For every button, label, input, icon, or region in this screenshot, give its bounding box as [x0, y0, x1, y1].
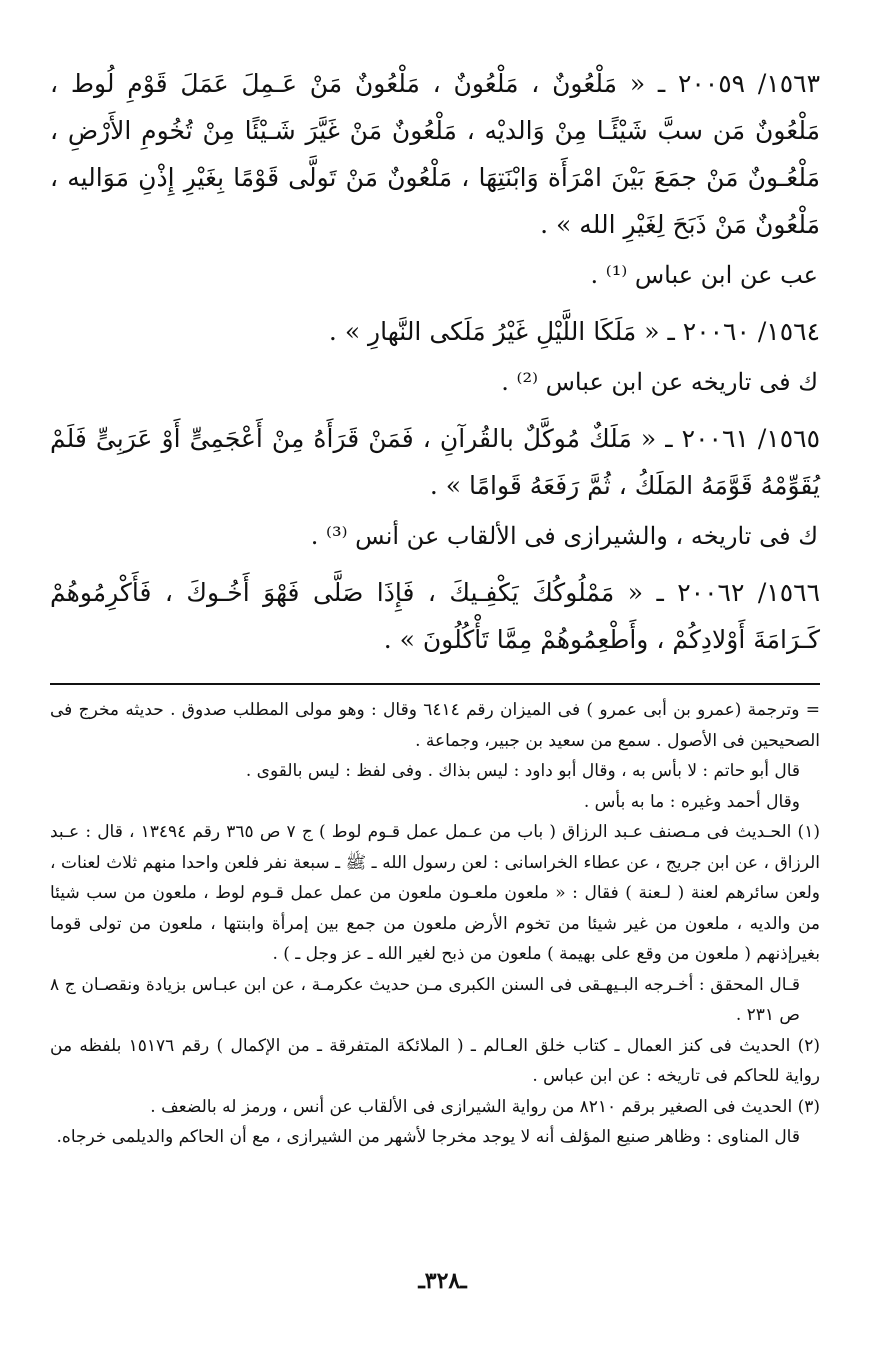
- hadith-source: عب عن ابن عباس ⁽¹⁾ .: [590, 261, 818, 289]
- hadith-1566: ١٥٦٦/ ٢٠٠٦٢ ـ « مَمْلُوكُكَ يَكْفِـيكَ ، فَإِذَا صَلَّى فَهْوَ أَخُـوكَ ، فَأَكْرِمُوهُمْ كَـرَامَةَ أَوْلادِكُمْ ، وأَطْعِمُوهُمْ مِمَّا تَأْكُلُونَ » .: [50, 578, 820, 654]
- footnote: وقال أحمد وغيره : ما به بأس .: [583, 791, 800, 812]
- footnotes: [50, 695, 820, 1153]
- footnote-1: (١) الحـديث فى مـصنف عـبد الرزاق ( باب من عـمل عمل قـوم لوط ) ج ٧ ص ٣٦٥ رقم ١٣٤٩٤ ، قال : عـبد الرزاق ، عن ابن جريج ، عن عطاء الخراسانى : لعن رسول الله ـ ﷺ ـ سبعة نفر فلعن واحدا منهم ثلاث لعنات ، ولعن سائرهم لعنة ( لـعنة ) فقال : « ملعون ملعـون ملعون من عمل عمل قـوم لوط ، ملعون من سب شيئا من والديه ، ملعون من غير شيئا من تخوم الأرض ملعون من جمع بين إمرأة وابنتها ، ملعون من تولى قوما بغيرإذنهم ( ملعون من وقع على بهيمة ) ملعون من ذبح لغير الله ـ عز وجل ـ ) .: [50, 822, 820, 964]
- hadith-1563: ١٥٦٣/ ٢٠٠٥٩ ـ « مَلْعُونٌ ، مَلْعُونٌ ، مَلْعُونٌ مَنْ عَـمِلَ عَمَلَ قَوْمِ لُوط ، مَلْعُونٌ مَن سبَّ شَيْئًـا مِنْ وَالديْه ، مَلْعُونٌ مَنْ غَيَّرَ شَـيْئًا مِنْ تُخُومِ الأَرْضِ ، مَلْعُـونٌ مَنْ جمَعَ بَيْنَ امْرَأَة وَابْنَتِهَا ، مَلْعُونٌ مَنْ تَولَّى قَوْمًا بِغَيْرِ إِذْنِ مَوَاليه ، مَلْعُونٌ مَنْ ذَبَحَ لِغَيْرِ الله » .: [50, 69, 820, 239]
- main-text: [50, 60, 820, 663]
- hadith-1565: ١٥٦٥/ ٢٠٠٦١ ـ « مَلَكٌ مُوكَّلٌ بالقُرآنِ ، فَمَنْ قَرَأَهُ مِنْ أَعْجَمِىٍّ أَوْ عَرَبِىٍّ فَلَمْ يُقَوِّمْهُ قَوَّمَهُ المَلَكُ ، ثُمَّ رَفَعَهُ قَوامًا » .: [50, 424, 821, 500]
- footnote-divider: [50, 683, 820, 685]
- hadith-source: ك فى تاريخه عن ابن عباس ⁽²⁾ .: [501, 368, 818, 396]
- footnote: قال أبو حاتم : لا بأس به ، وقال أبو داود : ليس بذاك . وفى لفظ : ليس بالقوى .: [245, 761, 800, 781]
- footnote-2: (٢) الحديث فى كنز العمال ـ كتاب خلق العـالم ـ ( الملائكة المتفرقة ـ من الإكمال ) رقم ١٥١٧٦ بلفظه من رواية للحاكم فى تاريخه : عن ابن عباس .: [50, 1035, 820, 1086]
- footnote-3: (٣) الحديث فى الصغير برقم ٨٢١٠ من رواية الشيرازى فى الألقاب عن أنس ، ورمز له بالضعف .: [150, 1096, 820, 1117]
- footnote: قـال المحقق : أخـرجه البـيهـقى فى السنن الكبرى مـن حديث عكرمـة ، عن ابن عبـاس بزيادة ونقصـان ج ٨ ص ٢٣١ .: [50, 974, 800, 1025]
- footnote: = وترجمة (عمرو بن أبى عمرو ) فى الميزان رقم ٦٤١٤ وقال : وهو مولى المطلب صدوق . حديثه مخرج فى الصحيحين فى الأصول . سمع من سعيد بن جبير، وجماعة .: [50, 700, 820, 751]
- footnote: قال المناوى : وظاهر صنيع المؤلف أنه لا يوجد مخرجا لأشهر من الشيرازى ، مع أن الحاكم والديلمى خرجاه.: [56, 1127, 800, 1147]
- hadith-source: ك فى تاريخه ، والشيرازى فى الألقاب عن أنس ⁽³⁾ .: [310, 522, 818, 550]
- page-number: ـ٣٢٨ـ: [418, 1268, 467, 1294]
- hadith-1564: ١٥٦٤/ ٢٠٠٦٠ ـ « مَلَكَا اللَّيْلِ غَيْرُ مَلَكى النَّهارِ » .: [328, 317, 820, 346]
